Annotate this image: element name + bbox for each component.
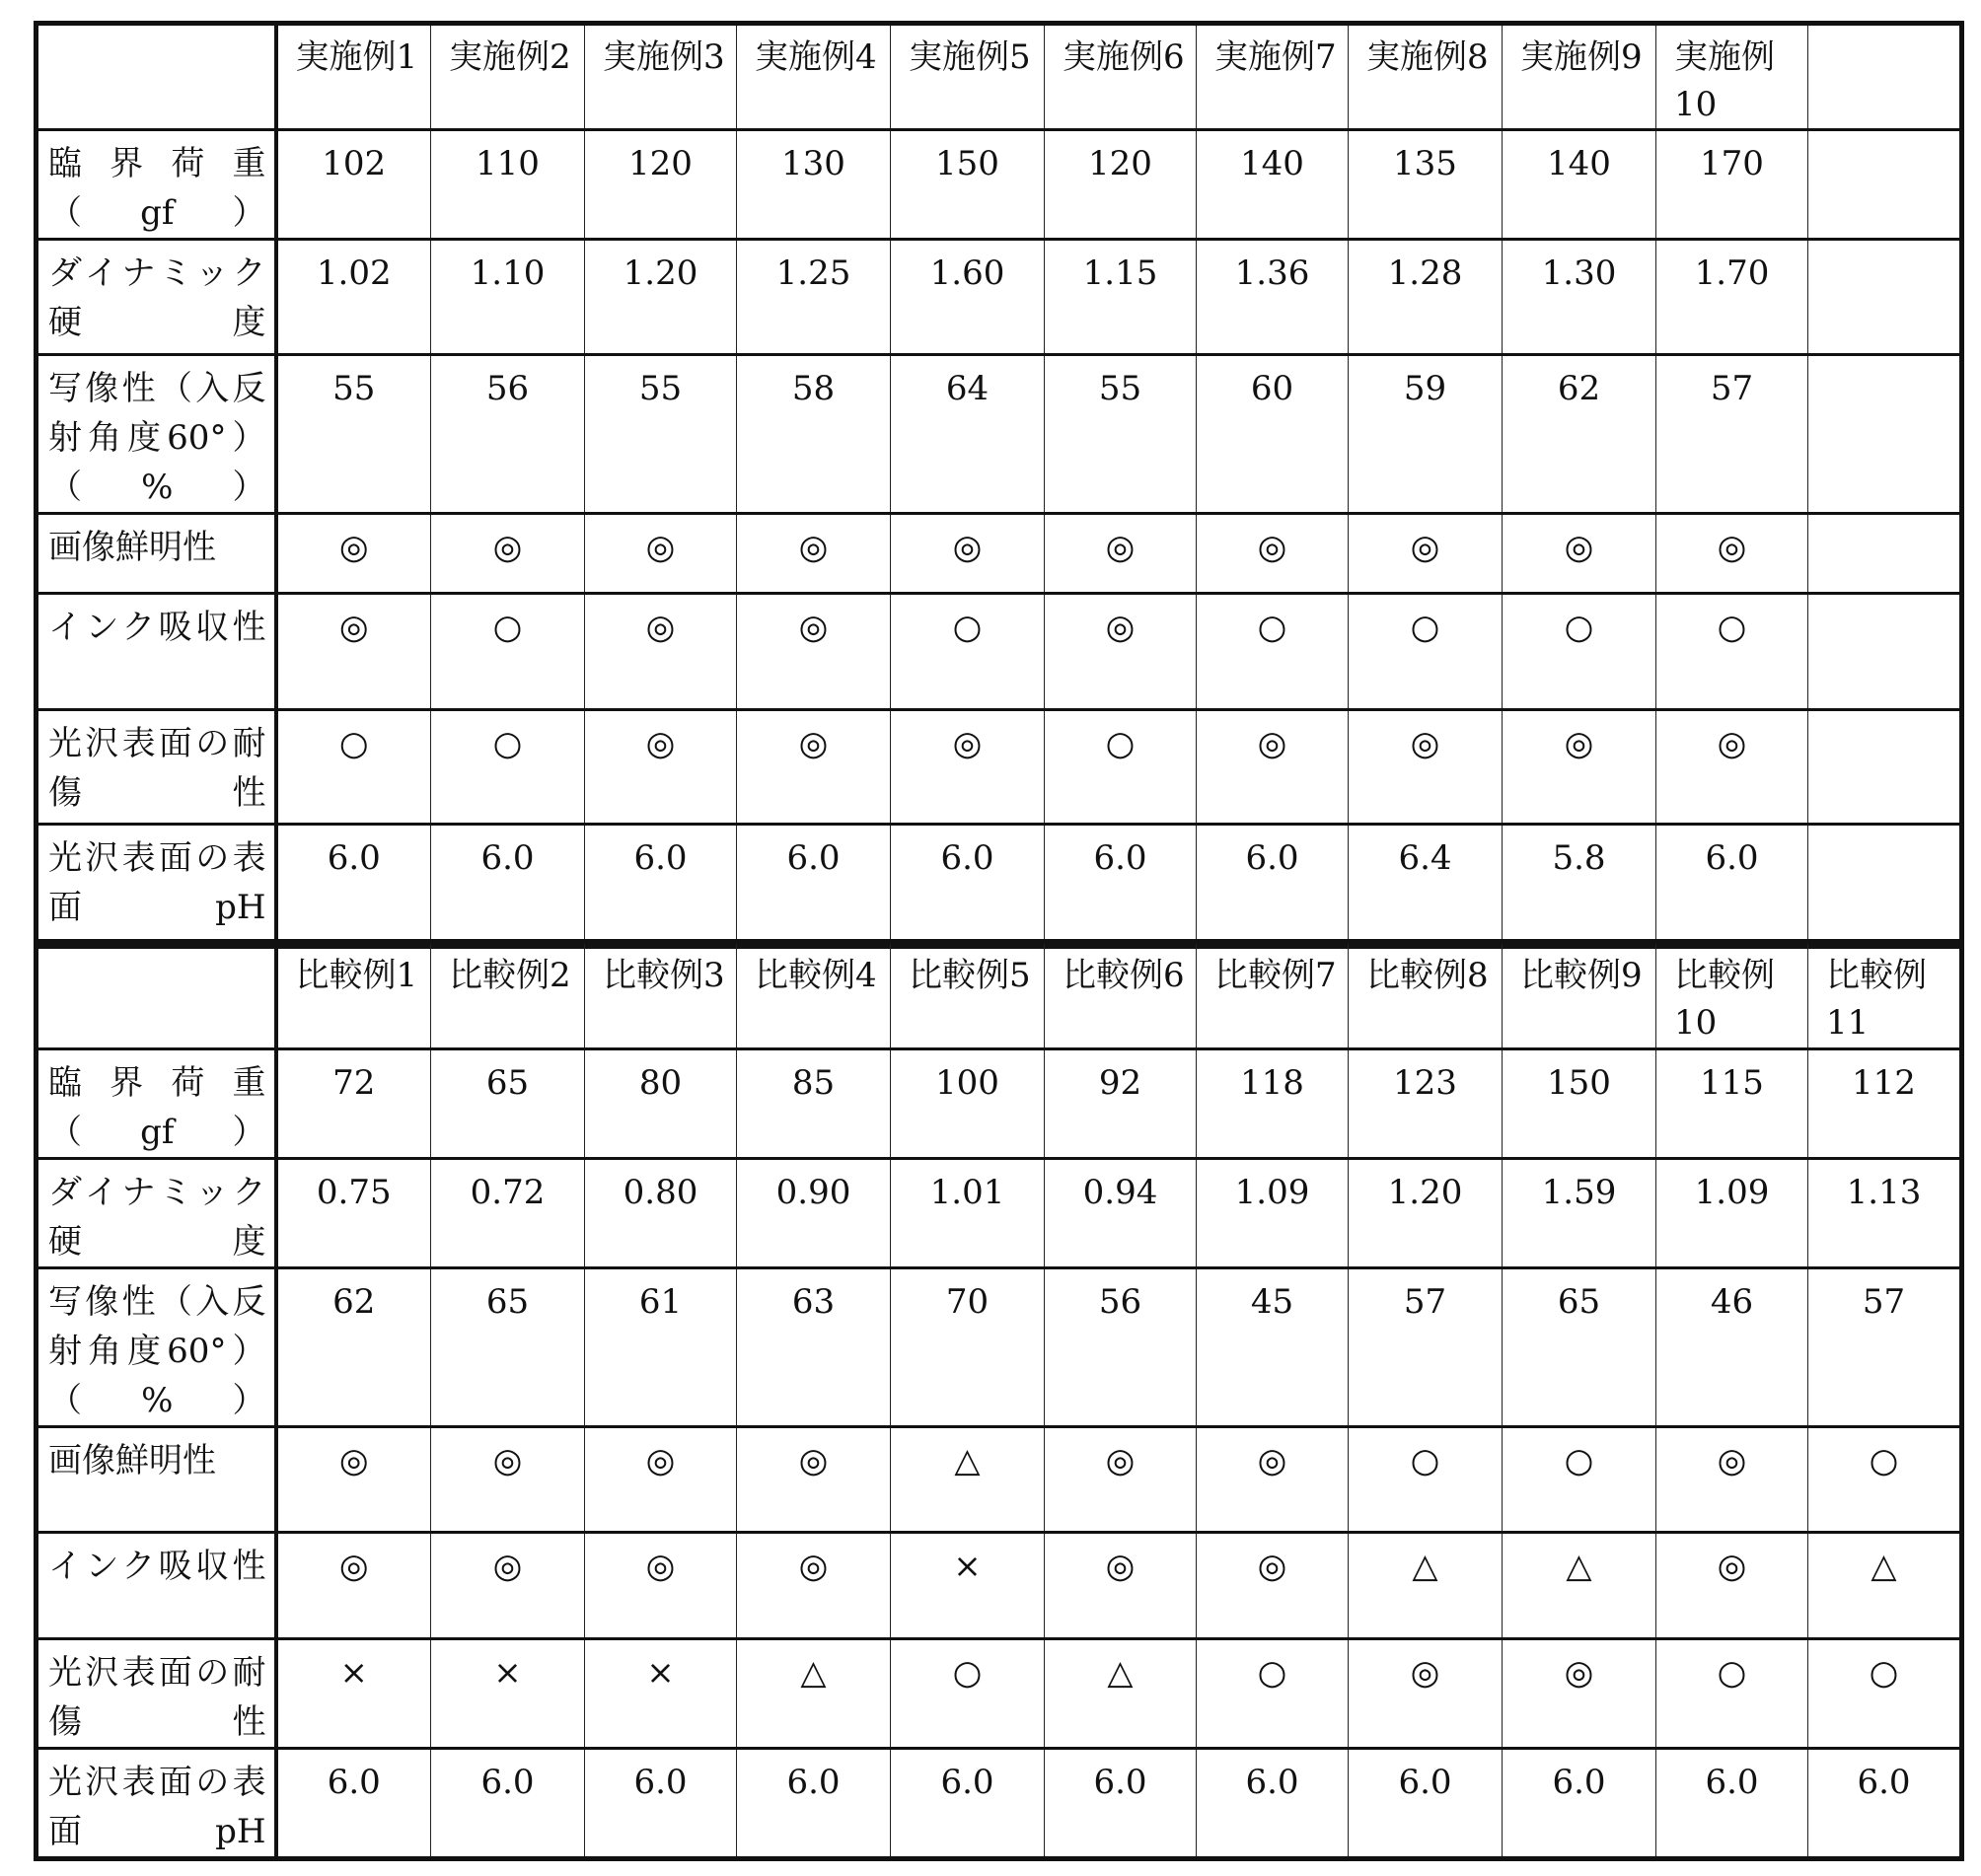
- value-cell: 64: [891, 355, 1045, 514]
- row-label: ダイナミック硬度: [37, 1159, 276, 1268]
- value-cell: ◎: [431, 514, 585, 594]
- examples-table: [34, 21, 1964, 949]
- value-cell: ×: [891, 1533, 1045, 1639]
- value-cell: 6.0: [1656, 1749, 1808, 1859]
- value-cell: 62: [276, 1268, 431, 1427]
- table-row-critical-load: [37, 130, 1962, 240]
- row-label: 光沢表面の表面pH: [37, 1749, 276, 1859]
- column-header: 実施例9: [1503, 24, 1656, 130]
- column-header: 比較例10: [1656, 942, 1808, 1049]
- column-header: 比較例3: [585, 942, 737, 1049]
- value-cell: 65: [431, 1049, 585, 1159]
- value-cell: ◎: [1197, 1427, 1349, 1533]
- value-cell: 1.20: [1349, 1159, 1503, 1268]
- value-cell: 115: [1656, 1049, 1808, 1159]
- column-header: 実施例4: [737, 24, 891, 130]
- value-cell: 57: [1349, 1268, 1503, 1427]
- value-cell: 100: [891, 1049, 1045, 1159]
- corner-cell: [37, 24, 276, 130]
- value-cell: 55: [585, 355, 737, 514]
- value-cell: ×: [585, 1639, 737, 1749]
- table-row-gloss-surface-ph: [37, 825, 1962, 947]
- value-cell: 140: [1503, 130, 1656, 240]
- comparatives-table: [34, 939, 1964, 1861]
- row-label: 光沢表面の耐傷性: [37, 710, 276, 825]
- value-cell: ◎: [431, 1427, 585, 1533]
- value-cell: 6.0: [431, 1749, 585, 1859]
- value-cell: 150: [891, 130, 1045, 240]
- column-header: 比較例1: [276, 942, 431, 1049]
- value-cell: 6.4: [1349, 825, 1503, 947]
- value-cell: 6.0: [276, 825, 431, 947]
- table-row-image-sharpness: [37, 1427, 1962, 1533]
- value-cell: △: [737, 1639, 891, 1749]
- value-cell: △: [1349, 1533, 1503, 1639]
- table-row-dynamic-hardness: [37, 240, 1962, 355]
- column-header: 実施例5: [891, 24, 1045, 130]
- value-cell: 0.80: [585, 1159, 737, 1268]
- value-cell: 56: [1045, 1268, 1197, 1427]
- value-cell: 1.09: [1656, 1159, 1808, 1268]
- column-header: 比較例8: [1349, 942, 1503, 1049]
- value-cell: ◎: [1045, 594, 1197, 710]
- value-cell: 46: [1656, 1268, 1808, 1427]
- row-label: インク吸収性: [37, 594, 276, 710]
- column-header: 実施例8: [1349, 24, 1503, 130]
- corner-cell: [37, 942, 276, 1049]
- value-cell: ◎: [1503, 1639, 1656, 1749]
- value-cell: 92: [1045, 1049, 1197, 1159]
- header-row: [37, 942, 1962, 1049]
- value-cell: 6.0: [1656, 825, 1808, 947]
- value-cell: △: [1045, 1639, 1197, 1749]
- row-label: 臨界荷重（gf）: [37, 1049, 276, 1159]
- value-cell: 110: [431, 130, 585, 240]
- value-cell: ◎: [1045, 514, 1197, 594]
- value-cell: 1.36: [1197, 240, 1349, 355]
- table-row-gloss-surface-ph: [37, 1749, 1962, 1859]
- table-row-gloss-scratch-resistance: [37, 710, 1962, 825]
- value-cell: ◎: [737, 594, 891, 710]
- column-header: 比較例7: [1197, 942, 1349, 1049]
- value-cell: 6.0: [276, 1749, 431, 1859]
- value-cell: ◎: [1656, 710, 1808, 825]
- value-cell: 120: [585, 130, 737, 240]
- column-header: 比較例4: [737, 942, 891, 1049]
- value-cell: 1.09: [1197, 1159, 1349, 1268]
- value-cell: 45: [1197, 1268, 1349, 1427]
- value-cell: 130: [737, 130, 891, 240]
- value-cell: ○: [1349, 1427, 1503, 1533]
- value-cell: ×: [276, 1639, 431, 1749]
- value-cell: 55: [276, 355, 431, 514]
- value-cell: 1.28: [1349, 240, 1503, 355]
- value-cell: ◎: [276, 594, 431, 710]
- value-cell: 6.0: [1349, 1749, 1503, 1859]
- value-cell: 58: [737, 355, 891, 514]
- value-cell: ○: [1197, 1639, 1349, 1749]
- value-cell: ◎: [1656, 514, 1808, 594]
- value-cell: 118: [1197, 1049, 1349, 1159]
- value-cell: 80: [585, 1049, 737, 1159]
- value-cell: ◎: [1197, 514, 1349, 594]
- value-cell: ◎: [1656, 1533, 1808, 1639]
- value-cell: ◎: [585, 710, 737, 825]
- value-cell: ◎: [737, 1533, 891, 1639]
- column-header: 比較例5: [891, 942, 1045, 1049]
- value-cell: 1.01: [891, 1159, 1045, 1268]
- column-header: 実施例3: [585, 24, 737, 130]
- row-label: 臨界荷重（gf）: [37, 130, 276, 240]
- value-cell: ◎: [276, 1533, 431, 1639]
- value-cell: 123: [1349, 1049, 1503, 1159]
- value-cell: ◎: [276, 1427, 431, 1533]
- value-cell: 6.0: [1197, 825, 1349, 947]
- value-cell: 6.0: [737, 1749, 891, 1859]
- value-cell: ○: [1349, 594, 1503, 710]
- value-cell: 1.59: [1503, 1159, 1656, 1268]
- value-cell: ◎: [891, 710, 1045, 825]
- value-cell: 63: [737, 1268, 891, 1427]
- value-cell: 0.94: [1045, 1159, 1197, 1268]
- value-cell: [1808, 710, 1962, 825]
- column-header: 実施例10: [1656, 24, 1808, 130]
- value-cell: 6.0: [1197, 1749, 1349, 1859]
- value-cell: △: [891, 1427, 1045, 1533]
- row-label: 画像鮮明性: [37, 514, 276, 594]
- value-cell: 135: [1349, 130, 1503, 240]
- value-cell: ◎: [276, 514, 431, 594]
- value-cell: ◎: [431, 1533, 585, 1639]
- column-header: 比較例2: [431, 942, 585, 1049]
- table-row-image-clarity-gloss: [37, 1268, 1962, 1427]
- value-cell: 59: [1349, 355, 1503, 514]
- value-cell: 6.0: [1503, 1749, 1656, 1859]
- value-cell: 5.8: [1503, 825, 1656, 947]
- value-cell: ○: [431, 594, 585, 710]
- value-cell: ◎: [1197, 710, 1349, 825]
- value-cell: 1.15: [1045, 240, 1197, 355]
- value-cell: 55: [1045, 355, 1197, 514]
- table-row-dynamic-hardness: [37, 1159, 1962, 1268]
- value-cell: 70: [891, 1268, 1045, 1427]
- value-cell: 6.0: [585, 1749, 737, 1859]
- value-cell: 0.72: [431, 1159, 585, 1268]
- value-cell: [1808, 514, 1962, 594]
- value-cell: ○: [891, 594, 1045, 710]
- row-label: 光沢表面の耐傷性: [37, 1639, 276, 1749]
- row-label: 写像性（入反射角度60°）（%）: [37, 355, 276, 514]
- value-cell: 1.60: [891, 240, 1045, 355]
- value-cell: [1808, 825, 1962, 947]
- value-cell: ◎: [1349, 1639, 1503, 1749]
- column-header: 実施例7: [1197, 24, 1349, 130]
- value-cell: 0.90: [737, 1159, 891, 1268]
- value-cell: ◎: [1197, 1533, 1349, 1639]
- value-cell: 6.0: [1808, 1749, 1962, 1859]
- value-cell: ◎: [1045, 1533, 1197, 1639]
- table-row-critical-load: [37, 1049, 1962, 1159]
- table-row-ink-absorption: [37, 1533, 1962, 1639]
- column-header: 実施例2: [431, 24, 585, 130]
- value-cell: 65: [1503, 1268, 1656, 1427]
- value-cell: △: [1503, 1533, 1656, 1639]
- table-row-image-sharpness: [37, 514, 1962, 594]
- row-label: 画像鮮明性: [37, 1427, 276, 1533]
- value-cell: ◎: [585, 594, 737, 710]
- value-cell: 150: [1503, 1049, 1656, 1159]
- value-cell: 1.25: [737, 240, 891, 355]
- row-label: 光沢表面の表面pH: [37, 825, 276, 947]
- value-cell: 56: [431, 355, 585, 514]
- value-cell: 6.0: [431, 825, 585, 947]
- value-cell: ◎: [585, 514, 737, 594]
- value-cell: ◎: [737, 514, 891, 594]
- value-cell: 1.13: [1808, 1159, 1962, 1268]
- row-label: ダイナミック硬度: [37, 240, 276, 355]
- value-cell: ◎: [1656, 1427, 1808, 1533]
- value-cell: 1.02: [276, 240, 431, 355]
- value-cell: ◎: [1349, 710, 1503, 825]
- value-cell: 6.0: [737, 825, 891, 947]
- value-cell: [1808, 594, 1962, 710]
- value-cell: 1.10: [431, 240, 585, 355]
- value-cell: 6.0: [1045, 1749, 1197, 1859]
- value-cell: 1.20: [585, 240, 737, 355]
- value-cell: 102: [276, 130, 431, 240]
- table-row-image-clarity-gloss: [37, 355, 1962, 514]
- value-cell: 1.70: [1656, 240, 1808, 355]
- value-cell: ◎: [891, 514, 1045, 594]
- value-cell: 6.0: [585, 825, 737, 947]
- value-cell: ◎: [737, 1427, 891, 1533]
- value-cell: 72: [276, 1049, 431, 1159]
- header-row: [37, 24, 1962, 130]
- value-cell: ○: [1197, 594, 1349, 710]
- value-cell: 62: [1503, 355, 1656, 514]
- value-cell: [1808, 240, 1962, 355]
- value-cell: [1808, 130, 1962, 240]
- value-cell: ◎: [737, 710, 891, 825]
- value-cell: ○: [1045, 710, 1197, 825]
- value-cell: ◎: [585, 1427, 737, 1533]
- table-row-gloss-scratch-resistance: [37, 1639, 1962, 1749]
- value-cell: 170: [1656, 130, 1808, 240]
- value-cell: ◎: [1503, 710, 1656, 825]
- value-cell: ○: [1656, 594, 1808, 710]
- value-cell: 60: [1197, 355, 1349, 514]
- value-cell: 57: [1656, 355, 1808, 514]
- value-cell: 61: [585, 1268, 737, 1427]
- value-cell: ○: [431, 710, 585, 825]
- value-cell: 120: [1045, 130, 1197, 240]
- value-cell: ○: [1503, 1427, 1656, 1533]
- value-cell: 85: [737, 1049, 891, 1159]
- column-header: 比較例11: [1808, 942, 1962, 1049]
- value-cell: ○: [1503, 594, 1656, 710]
- column-header: 実施例6: [1045, 24, 1197, 130]
- value-cell: 6.0: [1045, 825, 1197, 947]
- value-cell: ◎: [585, 1533, 737, 1639]
- value-cell: ○: [1656, 1639, 1808, 1749]
- value-cell: 65: [431, 1268, 585, 1427]
- value-cell: 0.75: [276, 1159, 431, 1268]
- value-cell: ◎: [1349, 514, 1503, 594]
- value-cell: ○: [1808, 1427, 1962, 1533]
- value-cell: ○: [276, 710, 431, 825]
- value-cell: ◎: [1503, 514, 1656, 594]
- table-row-ink-absorption: [37, 594, 1962, 710]
- row-label: インク吸収性: [37, 1533, 276, 1639]
- value-cell: [1808, 355, 1962, 514]
- value-cell: 57: [1808, 1268, 1962, 1427]
- row-label: 写像性（入反射角度60°）（%）: [37, 1268, 276, 1427]
- value-cell: 112: [1808, 1049, 1962, 1159]
- value-cell: △: [1808, 1533, 1962, 1639]
- column-header: 比較例6: [1045, 942, 1197, 1049]
- value-cell: ×: [431, 1639, 585, 1749]
- column-header: 実施例1: [276, 24, 431, 130]
- column-header: 比較例9: [1503, 942, 1656, 1049]
- value-cell: ○: [891, 1639, 1045, 1749]
- column-header: [1808, 24, 1962, 130]
- value-cell: 6.0: [891, 1749, 1045, 1859]
- value-cell: ◎: [1045, 1427, 1197, 1533]
- value-cell: 6.0: [891, 825, 1045, 947]
- value-cell: 1.30: [1503, 240, 1656, 355]
- value-cell: 140: [1197, 130, 1349, 240]
- value-cell: ○: [1808, 1639, 1962, 1749]
